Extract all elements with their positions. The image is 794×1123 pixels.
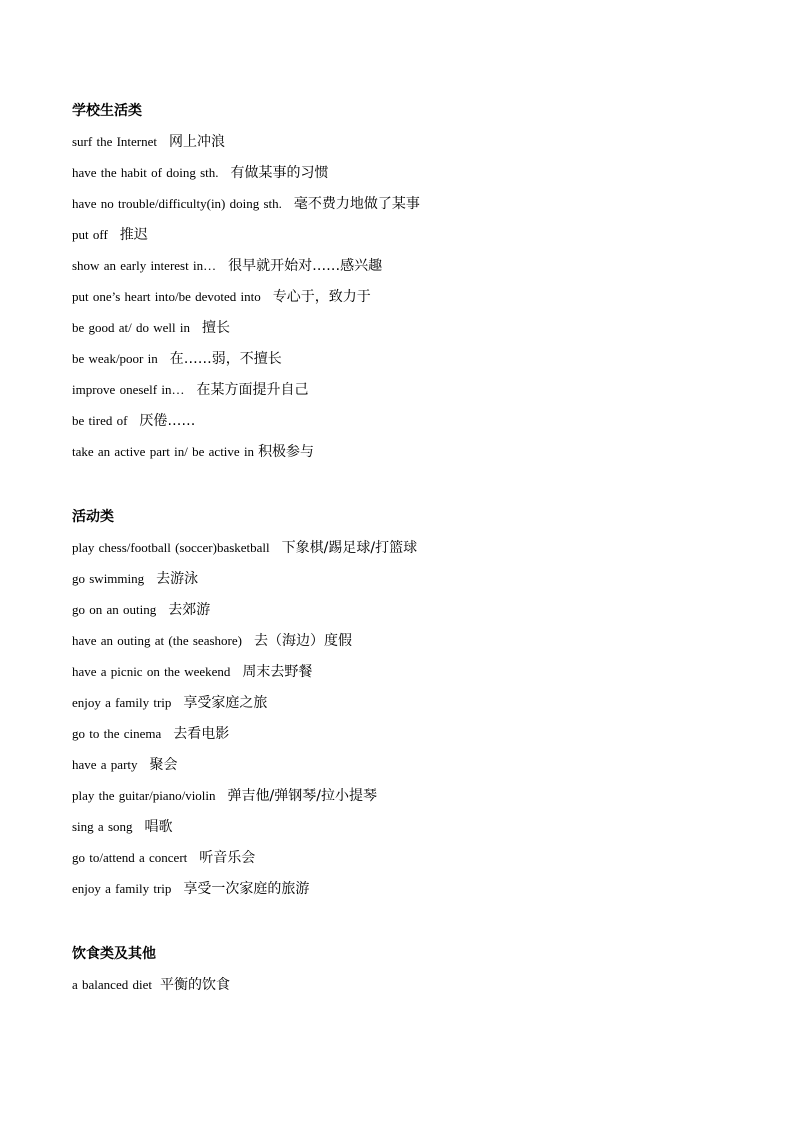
vocab-entry — [72, 194, 752, 225]
english-phrase: put off — [72, 227, 108, 242]
vocab-entry — [72, 132, 752, 163]
english-phrase: surf the Internet — [72, 134, 158, 149]
chinese-meaning: 去游泳 — [156, 571, 199, 587]
chinese-meaning: 厌倦…… — [139, 413, 196, 429]
chinese-meaning: 聚会 — [149, 757, 178, 773]
vocab-entry — [72, 879, 752, 910]
vocab-entry — [72, 318, 752, 349]
vocab-entry — [72, 786, 752, 817]
english-phrase: improve oneself in… — [72, 382, 185, 397]
english-phrase: enjoy a family trip — [72, 881, 172, 896]
english-phrase: have no trouble/difficulty(in) doing sth. — [72, 196, 282, 211]
vocab-entry — [72, 287, 752, 318]
english-phrase: have a party — [72, 757, 138, 772]
chinese-meaning: 唱歌 — [144, 819, 173, 835]
vocab-entry — [72, 724, 752, 755]
section-school-life — [72, 101, 752, 473]
english-phrase: have an outing at (the seashore) — [72, 633, 242, 648]
chinese-meaning: 毫不费力地做了某事 — [293, 196, 420, 212]
chinese-meaning: 下象棋/踢足球/打篮球 — [281, 540, 418, 556]
chinese-meaning: 享受家庭之旅 — [183, 695, 268, 711]
english-phrase: go on an outing — [72, 602, 157, 617]
chinese-meaning: 弹吉他/弹钢琴/拉小提琴 — [227, 788, 377, 804]
vocab-entry — [72, 411, 752, 442]
section-diet-and-others — [72, 944, 752, 1006]
chinese-meaning: 有做某事的习惯 — [230, 165, 329, 181]
chinese-meaning: 享受一次家庭的旅游 — [183, 881, 310, 897]
vocab-entry — [72, 163, 752, 194]
chinese-meaning: 去看电影 — [173, 726, 230, 742]
chinese-meaning: 推迟 — [119, 227, 148, 243]
chinese-meaning: 网上冲浪 — [169, 134, 226, 150]
vocab-entry — [72, 225, 752, 256]
vocab-entry — [72, 442, 752, 473]
english-phrase: take an active part in/ be active in — [72, 444, 255, 459]
english-phrase: go to/attend a concert — [72, 850, 188, 865]
english-phrase: play chess/football (soccer)basketball — [72, 540, 270, 555]
chinese-meaning: 在某方面提升自己 — [196, 382, 309, 398]
english-phrase: go swimming — [72, 571, 145, 586]
vocab-entry — [72, 693, 752, 724]
english-phrase: have the habit of doing sth. — [72, 165, 219, 180]
section-activities — [72, 507, 752, 910]
vocab-entry — [72, 848, 752, 879]
english-phrase: be tired of — [72, 413, 128, 428]
english-phrase: sing a song — [72, 819, 133, 834]
chinese-meaning: 专心于，致力于 — [272, 289, 371, 305]
english-phrase: show an early interest in… — [72, 258, 217, 273]
chinese-meaning: 很早就开始对……感兴趣 — [228, 258, 383, 274]
section-heading: 饮食类及其他 — [72, 946, 156, 962]
vocab-entry — [72, 975, 752, 1006]
chinese-meaning: 周末去野餐 — [242, 664, 313, 680]
chinese-meaning: 积极参与 — [258, 444, 315, 460]
chinese-meaning: 平衡的饮食 — [159, 977, 230, 993]
english-phrase: a balanced diet — [72, 977, 152, 992]
chinese-meaning: 去（海边）度假 — [253, 633, 352, 649]
vocab-entry — [72, 349, 752, 380]
vocab-entry — [72, 817, 752, 848]
vocab-entry — [72, 662, 752, 693]
english-phrase: be good at/ do well in — [72, 320, 191, 335]
vocab-entry — [72, 755, 752, 786]
vocab-entry — [72, 631, 752, 662]
vocab-entry — [72, 600, 752, 631]
section-heading: 活动类 — [72, 509, 114, 525]
english-phrase: enjoy a family trip — [72, 695, 172, 710]
english-phrase: play the guitar/piano/violin — [72, 788, 216, 803]
vocab-entry — [72, 380, 752, 411]
chinese-meaning: 去郊游 — [168, 602, 211, 618]
english-phrase: have a picnic on the weekend — [72, 664, 231, 679]
english-phrase: put one’s heart into/be devoted into — [72, 289, 261, 304]
english-phrase: go to the cinema — [72, 726, 162, 741]
chinese-meaning: 听音乐会 — [199, 850, 256, 866]
section-heading: 学校生活类 — [72, 103, 142, 119]
vocab-entry — [72, 256, 752, 287]
vocab-entry — [72, 569, 752, 600]
chinese-meaning: 擅长 — [202, 320, 231, 336]
vocab-entry — [72, 538, 752, 569]
chinese-meaning: 在……弱，不擅长 — [169, 351, 282, 367]
english-phrase: be weak/poor in — [72, 351, 158, 366]
